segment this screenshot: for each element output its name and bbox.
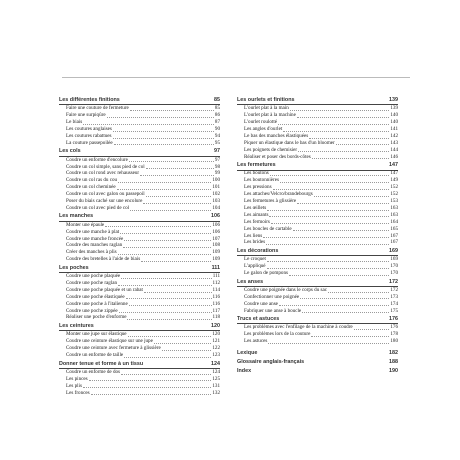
toc-entry[interactable] xyxy=(237,270,398,277)
toc-entry-title: Coudre une poche raglan xyxy=(66,280,118,287)
toc-entry[interactable] xyxy=(59,315,220,322)
dot-leader xyxy=(162,350,212,351)
toc-page-number: 99 xyxy=(214,170,220,177)
toc-entry[interactable] xyxy=(237,205,398,212)
toc-entry-title: Les coutures anglaises xyxy=(66,126,112,133)
toc-page-number: 167 xyxy=(390,239,398,246)
toc-page-number: 95 xyxy=(214,139,220,146)
toc-section-heading[interactable] xyxy=(237,97,398,105)
toc-entry-title: Coudre une manche à plat xyxy=(66,228,120,235)
toc-entry[interactable] xyxy=(59,331,220,338)
toc-entry-title: Les décorations xyxy=(237,247,279,254)
toc-page-number: 101 xyxy=(212,184,220,191)
toc-entry-title: Les problèmes lors de la couture xyxy=(244,331,311,338)
toc-page-number: 153 xyxy=(390,198,398,205)
toc-appendix-entry[interactable] xyxy=(237,359,398,366)
toc-entry-title: Coudre un col avec galon ou passepoil xyxy=(66,191,145,198)
toc-entry[interactable] xyxy=(59,301,220,308)
toc-entry-title: Coudre une manche froncée xyxy=(66,235,124,242)
toc-page-number: 97 xyxy=(214,156,220,163)
toc-page-number: 167 xyxy=(390,232,398,239)
dot-leader xyxy=(120,233,211,234)
toc-entry-title: L'ourlet plat à la main xyxy=(244,105,289,112)
dot-leader xyxy=(146,196,212,197)
toc-entry-title: Les angles d'ourlet xyxy=(244,126,283,133)
toc-entry-title: Les fronces xyxy=(66,389,90,396)
toc-entry[interactable] xyxy=(59,157,220,164)
toc-entry[interactable] xyxy=(59,126,220,133)
toc-entry-title: Coudre une poignée dans le corps du sac xyxy=(244,286,328,293)
dot-leader xyxy=(105,226,211,227)
toc-entry-title: Index xyxy=(237,368,252,375)
toc-entry[interactable] xyxy=(59,383,220,390)
toc-entry-title: Les attaches/Velcro/brandebourgs xyxy=(244,191,313,198)
toc-entry-title: Les astuces xyxy=(244,338,268,345)
toc-page-number: 165 xyxy=(390,225,398,232)
toc-entry-title: Les différentes finitions xyxy=(59,96,120,103)
toc-page-number: 163 xyxy=(390,204,398,211)
toc-entry-title: Les brides xyxy=(244,239,266,246)
dot-leader xyxy=(107,117,214,118)
toc-page-number: 170 xyxy=(390,263,398,270)
toc-entry[interactable] xyxy=(237,324,398,331)
dot-leader xyxy=(118,182,211,183)
toc-page-number: 122 xyxy=(212,345,220,352)
toc-entry-title: Coudre une ceinture élastique sur une jupe xyxy=(66,338,153,345)
dot-leader xyxy=(271,223,389,224)
toc-entry[interactable] xyxy=(59,171,220,178)
toc-entry[interactable] xyxy=(59,280,220,287)
toc-entry[interactable] xyxy=(59,236,220,243)
dot-leader xyxy=(273,189,390,190)
toc-page-number: 140 xyxy=(390,119,398,126)
dot-leader xyxy=(126,298,212,299)
toc-entry-title: Les œillets xyxy=(244,204,267,211)
toc-section-heading[interactable] xyxy=(59,361,220,369)
toc-entry-title: Réaliser et poser des bords-côtes xyxy=(244,153,311,160)
toc-page-number: 149 xyxy=(390,177,398,184)
toc-entry-title: Les aimants xyxy=(244,211,269,218)
toc-page-number: 152 xyxy=(390,184,398,191)
toc-entry-title: Coudre une poche élastiquée xyxy=(66,293,125,300)
toc-entry[interactable] xyxy=(237,171,398,178)
toc-entry-title: Les fermetures à glissière xyxy=(244,198,297,205)
toc-page-number: 163 xyxy=(390,211,398,218)
toc-entry[interactable] xyxy=(237,154,398,161)
toc-entry[interactable] xyxy=(59,119,220,126)
toc-appendix-entry[interactable] xyxy=(237,350,398,357)
toc-entry[interactable] xyxy=(59,140,220,147)
toc-entry[interactable] xyxy=(237,287,398,294)
toc-entry[interactable] xyxy=(59,112,220,119)
toc-section-heading[interactable] xyxy=(237,279,398,287)
toc-page-number: 120 xyxy=(212,331,220,338)
toc-page-number: 170 xyxy=(390,270,398,277)
toc-entry[interactable] xyxy=(237,147,398,154)
dot-leader xyxy=(354,329,390,330)
dot-leader xyxy=(297,117,390,118)
dot-leader xyxy=(154,343,212,344)
toc-entry[interactable] xyxy=(59,205,220,212)
toc-page-number: 190 xyxy=(389,368,398,375)
toc-entry-title: Les fermoirs xyxy=(244,218,270,225)
toc-entry[interactable] xyxy=(237,233,398,240)
toc-entry[interactable] xyxy=(237,105,398,112)
dot-leader xyxy=(144,292,212,293)
dot-leader xyxy=(141,261,211,262)
dot-leader xyxy=(297,203,389,204)
toc-page-number: 85 xyxy=(214,105,220,112)
dot-leader xyxy=(118,254,212,255)
dot-leader xyxy=(280,182,389,183)
toc-page-number: 123 xyxy=(212,352,220,359)
toc-page-number: 175 xyxy=(390,307,398,314)
toc-entry-title: Les anses xyxy=(237,278,264,285)
toc-entry-title: Coudre des manches raglan xyxy=(66,242,123,249)
toc-page-number: 114 xyxy=(212,286,220,293)
toc-page-number: 169 xyxy=(390,256,398,263)
toc-entry-title: Les pressions xyxy=(244,184,272,191)
toc-entry[interactable] xyxy=(237,198,398,205)
toc-entry[interactable] xyxy=(59,294,220,301)
toc-entry-title: Les problèmes avec l'enfilage de la machine à coudre xyxy=(244,324,353,331)
dot-leader xyxy=(130,210,211,211)
toc-entry-title: Coudre un col simple, sans pied de col xyxy=(66,163,145,170)
toc-entry-title: Fabriquer une anse à boucle xyxy=(244,307,302,314)
toc-entry-title: Coudre une poche zippée xyxy=(66,307,118,314)
toc-entry-title: Les liens xyxy=(244,232,263,239)
toc-entry-title: Coudre un enforme de taille xyxy=(66,352,124,359)
toc-page-number: 176 xyxy=(389,316,398,323)
dot-leader xyxy=(123,247,211,248)
dot-leader xyxy=(121,374,211,375)
toc-entry[interactable] xyxy=(237,301,398,308)
toc-entry[interactable] xyxy=(237,212,398,219)
toc-entry[interactable] xyxy=(59,369,220,376)
toc-entry-title: La couture passepoilée xyxy=(66,139,113,146)
toc-entry-title: Le biais xyxy=(66,119,83,126)
toc-entry-title: Trucs et astuces xyxy=(237,316,280,323)
toc-page-number: 111 xyxy=(212,273,220,280)
toc-page-number: 86 xyxy=(214,112,220,119)
toc-entry-title: Les coutures rabattues xyxy=(66,132,112,139)
dot-leader xyxy=(140,175,214,176)
toc-entry-title: Monter une jupe sur élastique xyxy=(66,331,127,338)
toc-entry[interactable] xyxy=(237,133,398,140)
dot-leader xyxy=(83,124,214,125)
toc-page-number: 109 xyxy=(212,256,220,263)
dot-leader xyxy=(312,158,390,159)
toc-page-number: 103 xyxy=(212,198,220,205)
dot-leader xyxy=(314,196,390,197)
toc-page-number: 116 xyxy=(212,293,220,300)
toc-page-number: 188 xyxy=(389,359,398,366)
toc-entry-title: Monter une épaule xyxy=(66,221,105,228)
toc-entry-title: Coudre un col cheminée xyxy=(66,184,116,191)
dot-leader xyxy=(121,278,212,279)
toc-entry[interactable] xyxy=(59,177,220,184)
toc-page-number: 106 xyxy=(212,221,220,228)
dot-leader xyxy=(328,292,389,293)
toc-entry[interactable] xyxy=(237,331,398,338)
toc-page-number: 182 xyxy=(389,350,398,357)
toc-entry-title: Coudre un col ras du cou xyxy=(66,177,118,184)
toc-page-number: 142 xyxy=(390,132,398,139)
dot-leader xyxy=(146,168,214,169)
toc-entry-title: Poser du biais caché sur une encolure xyxy=(66,198,143,205)
toc-page-number: 141 xyxy=(390,126,398,133)
dot-leader xyxy=(129,161,214,162)
toc-entry-title: Les pinces xyxy=(66,375,88,382)
toc-entry-title: Coudre une ceinture avec fermeture à glissière xyxy=(66,345,161,352)
toc-page-number: 139 xyxy=(389,96,398,103)
toc-page-number: 85 xyxy=(214,96,220,103)
toc-page-number: 100 xyxy=(212,177,220,184)
toc-entry[interactable] xyxy=(237,119,398,126)
toc-page-number: 121 xyxy=(212,338,220,345)
toc-entry-title: Coudre une poche plaquée et un rabat xyxy=(66,286,143,293)
toc-entry-title: Faire une couture de fermeture xyxy=(66,105,129,112)
toc-entry-title: Le croquet xyxy=(244,256,266,263)
toc-entry-title: Lexique xyxy=(237,350,258,357)
toc-entry[interactable] xyxy=(237,219,398,226)
toc-page-number: 97 xyxy=(214,148,220,155)
toc-page-number: 152 xyxy=(390,191,398,198)
toc-entry[interactable] xyxy=(59,345,220,352)
toc-page-number: 94 xyxy=(214,132,220,139)
toc-page-number: 98 xyxy=(214,163,220,170)
dot-leader xyxy=(89,380,212,381)
toc-entry-title: Coudre un col avec pied de col xyxy=(66,204,130,211)
toc-page-number: 109 xyxy=(212,249,220,256)
toc-page-number: 125 xyxy=(212,375,220,382)
toc-entry-title: Les boutonnières xyxy=(244,177,279,184)
dot-leader xyxy=(113,138,214,139)
dot-leader xyxy=(114,144,214,145)
toc-section-heading[interactable] xyxy=(59,213,220,221)
toc-entry[interactable] xyxy=(59,352,220,359)
toc-entry-title: Coudre une poche à l'italienne xyxy=(66,300,128,307)
dot-leader xyxy=(117,189,212,190)
toc-entry-title: L'ourlet roulotté xyxy=(244,119,278,126)
toc-entry-title: Les plis xyxy=(66,382,82,389)
dot-leader xyxy=(91,394,212,395)
dot-leader xyxy=(293,230,390,231)
dot-leader xyxy=(127,319,211,320)
toc-entry-title: Coudre une anse xyxy=(244,300,278,307)
dot-leader xyxy=(267,261,389,262)
toc-section-heading[interactable] xyxy=(59,323,220,331)
dot-leader xyxy=(119,312,212,313)
top-rule xyxy=(62,77,410,78)
toc-page-number: 111 xyxy=(211,264,220,271)
toc-entry-title: L'appliqué xyxy=(244,263,266,270)
toc-entry[interactable] xyxy=(59,133,220,140)
toc-page-number: 172 xyxy=(389,278,398,285)
toc-page-number: 120 xyxy=(211,322,220,329)
toc-page-number: 146 xyxy=(390,153,398,160)
toc-page-number: 104 xyxy=(212,204,220,211)
toc-entry-title: Les poignets de chemisier xyxy=(244,146,298,153)
toc-page-number: 144 xyxy=(390,146,398,153)
dot-leader xyxy=(118,285,211,286)
dot-leader xyxy=(289,275,389,276)
toc-page-number: 173 xyxy=(390,293,398,300)
toc-entry[interactable] xyxy=(59,243,220,250)
toc-entry[interactable] xyxy=(59,287,220,294)
toc-entry[interactable] xyxy=(59,164,220,171)
toc-appendix-entry[interactable] xyxy=(237,368,398,375)
dot-leader xyxy=(290,110,390,111)
toc-entry-title: Glossaire anglais-français xyxy=(237,359,305,366)
dot-leader xyxy=(267,268,390,269)
toc-entry-title: Les cols xyxy=(59,148,81,155)
toc-entry-title: Les ourlets et finitions xyxy=(237,96,295,103)
dot-leader xyxy=(278,124,389,125)
dot-leader xyxy=(267,210,389,211)
toc-page-number: 106 xyxy=(211,213,220,220)
toc-page-number: 90 xyxy=(214,126,220,133)
toc-entry[interactable] xyxy=(237,184,398,191)
dot-leader xyxy=(283,131,389,132)
dot-leader xyxy=(124,240,211,241)
dot-leader xyxy=(83,387,211,388)
toc-page-number: 102 xyxy=(212,191,220,198)
toc-section-heading[interactable] xyxy=(59,148,220,156)
toc-entry-title: Les boucles de cartable xyxy=(244,225,292,232)
toc-entry-title: Confectionner une poignée xyxy=(244,293,300,300)
toc-page-number: 147 xyxy=(389,162,398,169)
toc-entry[interactable] xyxy=(59,105,220,112)
toc-entry[interactable] xyxy=(59,222,220,229)
toc-entry-title: Les poches xyxy=(59,264,89,271)
dot-leader xyxy=(113,131,214,132)
dot-leader xyxy=(300,298,389,299)
dot-leader xyxy=(130,110,214,111)
toc-entry-title: L'ourlet plat à la machine xyxy=(244,112,296,119)
toc-page-number: 164 xyxy=(390,218,398,225)
toc-entry[interactable] xyxy=(237,256,398,263)
toc-page-number: 117 xyxy=(212,307,220,314)
toc-page-number: 118 xyxy=(212,314,220,321)
toc-entry[interactable] xyxy=(237,126,398,133)
toc-entry[interactable] xyxy=(59,191,220,198)
toc-entry-title: Coudre une poche plaquée xyxy=(66,273,121,280)
toc-right-column xyxy=(237,97,398,376)
toc-left-column xyxy=(59,97,220,396)
toc-page-number: 143 xyxy=(390,139,398,146)
toc-entry-title: Donner tenue et forme à un tissu xyxy=(59,360,144,367)
toc-entry[interactable] xyxy=(59,273,220,280)
toc-entry[interactable] xyxy=(237,239,398,246)
toc-entry[interactable] xyxy=(59,229,220,236)
dot-leader xyxy=(270,175,390,176)
dot-leader xyxy=(336,144,390,145)
toc-page-number: 106 xyxy=(212,228,220,235)
dot-leader xyxy=(128,336,212,337)
toc-entry-title: Coudre un enforme de dos xyxy=(66,368,121,375)
toc-entry-title: Coudre un col rond avec rehausseur xyxy=(66,170,140,177)
dot-leader xyxy=(311,336,389,337)
toc-entry[interactable] xyxy=(59,390,220,397)
toc-page-number: 174 xyxy=(390,300,398,307)
toc-page-number: 112 xyxy=(212,280,220,287)
dot-leader xyxy=(268,343,389,344)
toc-entry-title: Les boutons xyxy=(244,170,269,177)
toc-entry-title: Les fermetures xyxy=(237,162,276,169)
toc-page-number: 107 xyxy=(212,235,220,242)
dot-leader xyxy=(143,203,211,204)
dot-leader xyxy=(302,312,389,313)
toc-entry-title: Réaliser une poche d'enforme xyxy=(66,314,127,321)
toc-page-number: 178 xyxy=(390,331,398,338)
toc-entry[interactable] xyxy=(237,226,398,233)
toc-entry[interactable] xyxy=(59,184,220,191)
toc-page-number: 169 xyxy=(389,247,398,254)
dot-leader xyxy=(129,305,212,306)
toc-entry[interactable] xyxy=(237,263,398,270)
dot-leader xyxy=(266,244,389,245)
toc-page-number: 147 xyxy=(390,170,398,177)
toc-page-number: 108 xyxy=(212,242,220,249)
toc-entry-title: Créer des manches à plis xyxy=(66,249,117,256)
toc-page-number: 180 xyxy=(390,338,398,345)
toc-page-number: 131 xyxy=(212,382,220,389)
toc-page-number: 124 xyxy=(211,360,220,367)
toc-entry-title: Les manches xyxy=(59,213,94,220)
toc-page-number: 172 xyxy=(390,286,398,293)
toc-entry[interactable] xyxy=(59,249,220,256)
toc-page-number: 124 xyxy=(212,368,220,375)
dot-leader xyxy=(309,138,389,139)
toc-entry[interactable] xyxy=(59,376,220,383)
dot-leader xyxy=(124,357,211,358)
toc-entry-title: Les ceintures xyxy=(59,322,94,329)
toc-page-number: 87 xyxy=(214,119,220,126)
toc-page-number: 140 xyxy=(390,112,398,119)
dot-leader xyxy=(263,237,389,238)
toc-entry[interactable] xyxy=(237,140,398,147)
toc-entry-title: Faire une surpiqûre xyxy=(66,112,106,119)
toc-entry-title: Le galon de pompons xyxy=(244,270,288,277)
toc-section-heading[interactable] xyxy=(237,248,398,256)
toc-entry-title: Piquer un élastique dans le bas d'un bloomer xyxy=(244,139,335,146)
toc-entry-title: Coudre des bretelles à l'aide de biais xyxy=(66,256,141,263)
toc-entry-title: Le bas des manches élastiquées xyxy=(244,132,309,139)
toc-page-number: 116 xyxy=(212,300,220,307)
toc-entry[interactable] xyxy=(237,177,398,184)
dot-leader xyxy=(279,305,389,306)
toc-entry[interactable] xyxy=(237,294,398,301)
toc-page-number: 132 xyxy=(212,389,220,396)
toc-section-heading[interactable] xyxy=(59,265,220,273)
toc-entry[interactable] xyxy=(59,256,220,263)
toc-page-number: 176 xyxy=(390,324,398,331)
toc-entry[interactable] xyxy=(237,308,398,315)
dot-leader xyxy=(298,151,389,152)
toc-entry[interactable] xyxy=(59,198,220,205)
toc-entry[interactable] xyxy=(237,338,398,345)
toc-entry-title: Coudre un enforme d'encolure xyxy=(66,156,128,163)
dot-leader xyxy=(269,216,389,217)
toc-page-number: 139 xyxy=(390,105,398,112)
toc-entry[interactable] xyxy=(237,112,398,119)
toc-section-heading[interactable] xyxy=(237,162,398,170)
